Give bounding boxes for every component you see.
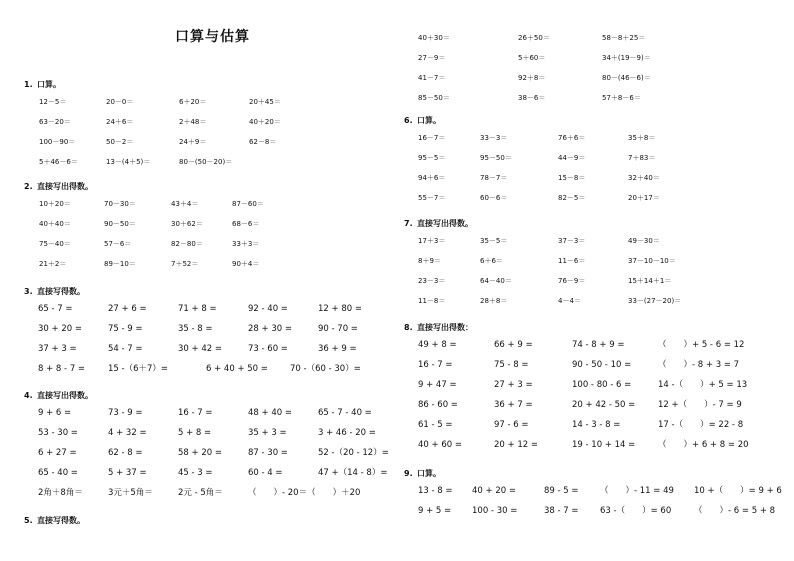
section-label: 直接写出得数。 xyxy=(37,182,93,191)
section-label: 口算。 xyxy=(37,80,61,89)
exercise-rows xyxy=(404,231,794,311)
exercise-item: 90－50＝ xyxy=(104,220,136,228)
section-number: 4. xyxy=(24,391,33,400)
exercise-row xyxy=(24,443,414,463)
exercise-item: 36 + 7 = xyxy=(494,400,533,410)
exercise-item: 11－6＝ xyxy=(558,257,586,265)
exercise-row xyxy=(404,271,794,291)
exercise-item: 35－5＝ xyxy=(480,237,508,245)
exercise-item: 37 + 3 = xyxy=(38,344,77,354)
exercise-item: 100 - 30 = xyxy=(472,506,518,516)
exercise-rows xyxy=(404,335,794,455)
exercise-item: 55－7＝ xyxy=(418,194,446,202)
exercise-item: 48 + 40 = xyxy=(248,408,292,418)
exercise-row xyxy=(404,375,794,395)
exercise-item: 2＋48＝ xyxy=(179,118,207,126)
exercise-row xyxy=(404,501,794,521)
exercise-item: 27－9＝ xyxy=(418,54,446,62)
exercise-item: 26＋50＝ xyxy=(518,34,550,42)
exercise-item: 87－60＝ xyxy=(232,200,264,208)
section-label: 直接写出得数。 xyxy=(417,219,473,228)
exercise-item: 75－40＝ xyxy=(39,240,71,248)
section-label: 直接写出得数。 xyxy=(37,391,93,400)
exercise-item: （ ）+ 6 + 8 = 20 xyxy=(658,440,749,450)
exercise-item: 35 - 8 = xyxy=(178,324,213,334)
exercise-item: 60－6＝ xyxy=(480,194,508,202)
exercise-item: 5 + 8 = xyxy=(178,428,212,438)
exercise-row xyxy=(24,463,414,483)
section-heading xyxy=(404,217,794,231)
exercise-row xyxy=(24,423,414,443)
exercise-row xyxy=(404,415,794,435)
exercise-item: 9 + 6 = xyxy=(38,408,72,418)
exercise-row xyxy=(24,299,414,319)
exercise-item: 14 -（ ）+ 5 = 13 xyxy=(658,380,748,390)
exercise-item: 92 - 40 = xyxy=(248,304,288,314)
exercise-item: 28 + 30 = xyxy=(248,324,292,334)
exercise-row xyxy=(404,128,794,148)
exercise-item: 73 - 60 = xyxy=(248,344,288,354)
section-label: 直接写出得数： xyxy=(417,323,473,332)
exercise-item: 63 -（ ）= 60 xyxy=(600,506,672,516)
exercise-item: 6＋6＝ xyxy=(480,257,503,265)
exercise-item: 33＋3＝ xyxy=(232,240,260,248)
exercise-row xyxy=(404,335,794,355)
exercise-item: 15 -（6＋7）= xyxy=(108,364,169,374)
exercise-rows xyxy=(404,28,794,108)
exercise-item: 89－10＝ xyxy=(104,260,136,268)
section-number: 7. xyxy=(404,219,413,228)
section-2 xyxy=(24,180,414,274)
exercise-item: 5＋60＝ xyxy=(518,54,546,62)
exercise-item: 82－5＝ xyxy=(558,194,586,202)
exercise-item: 78－7＝ xyxy=(480,174,508,182)
exercise-item: 65 - 40 = xyxy=(38,468,78,478)
exercise-item: 27 + 6 = xyxy=(108,304,147,314)
exercise-item: 87 - 30 = xyxy=(248,448,288,458)
exercise-item: 37－10－10＝ xyxy=(628,257,676,265)
exercise-item: 17＋3＝ xyxy=(418,237,446,245)
exercise-item: 44－9＝ xyxy=(558,154,586,162)
exercise-item: 20＋45＝ xyxy=(249,98,281,106)
exercise-item: 4 + 32 = xyxy=(108,428,147,438)
exercise-item: 43＋4＝ xyxy=(171,200,199,208)
exercise-item: 6 + 27 = xyxy=(38,448,77,458)
exercise-item: 97 - 6 = xyxy=(494,420,529,430)
exercise-item: 61 - 5 = xyxy=(418,420,453,430)
exercise-rows xyxy=(24,403,414,503)
exercise-item: 37－3＝ xyxy=(558,237,586,245)
exercise-item: 45 - 3 = xyxy=(178,468,213,478)
exercise-item: 20＋17＝ xyxy=(628,194,660,202)
exercise-item: 6 + 40 + 50 = xyxy=(206,364,268,374)
exercise-row xyxy=(24,194,414,214)
exercise-row xyxy=(404,231,794,251)
section-heading xyxy=(404,321,794,335)
exercise-item: 62 - 8 = xyxy=(108,448,143,458)
exercise-item: 4－4＝ xyxy=(558,297,581,305)
exercise-item: 41－7＝ xyxy=(418,74,446,82)
exercise-rows xyxy=(404,481,794,521)
exercise-row xyxy=(404,148,794,168)
exercise-item: 9 + 5 = xyxy=(418,506,452,516)
exercise-item: 47 +（14 - 8）= xyxy=(318,468,388,478)
section-label: 直接写得数。 xyxy=(37,287,85,296)
exercise-item: 57＋8－6＝ xyxy=(602,94,641,102)
exercise-item: 92＋8＝ xyxy=(518,74,546,82)
exercise-item: 5＋46－6＝ xyxy=(39,158,78,166)
exercise-item: 54 - 7 = xyxy=(108,344,143,354)
exercise-item: 100 - 80 - 6 = xyxy=(572,380,632,390)
exercise-item: 8 + 8 - 7 = xyxy=(38,364,86,374)
exercise-item: 57－6＝ xyxy=(104,240,132,248)
exercise-item: 40＋40＝ xyxy=(39,220,71,228)
exercise-item: （ ）- 20＝（ ）＋20 xyxy=(248,488,361,498)
exercise-item: 89 - 5 = xyxy=(544,486,579,496)
exercise-item: 33－(27－20)＝ xyxy=(628,297,682,305)
exercise-item: 7＋83＝ xyxy=(628,154,656,162)
exercise-row xyxy=(24,112,414,132)
exercise-item: 34＋(19－9)＝ xyxy=(602,54,651,62)
section-label: 口算。 xyxy=(417,116,441,125)
exercise-item: 30＋62＝ xyxy=(171,220,203,228)
exercise-row xyxy=(24,92,414,112)
exercise-item: 71 + 8 = xyxy=(178,304,217,314)
exercise-row xyxy=(24,339,414,359)
exercise-item: 95－50＝ xyxy=(480,154,512,162)
exercise-row xyxy=(24,319,414,339)
exercise-row xyxy=(24,359,414,379)
exercise-item: 23－3＝ xyxy=(418,277,446,285)
section-heading xyxy=(24,180,414,194)
exercise-item: 50－2＝ xyxy=(106,138,134,146)
exercise-row xyxy=(404,28,794,48)
exercise-item: 40＋20＝ xyxy=(249,118,281,126)
exercise-item: 53 - 30 = xyxy=(38,428,78,438)
exercise-item: 38－6＝ xyxy=(518,94,546,102)
exercise-rows xyxy=(24,194,414,274)
exercise-item: 74 - 8 + 9 = xyxy=(572,340,625,350)
exercise-item: 85－50＝ xyxy=(418,94,450,102)
exercise-item: 62－8＝ xyxy=(249,138,277,146)
section-heading xyxy=(24,78,414,92)
exercise-item: 21＋2＝ xyxy=(39,260,67,268)
section-4 xyxy=(24,389,414,503)
exercise-row xyxy=(404,355,794,375)
exercise-item: 35 + 3 = xyxy=(248,428,287,438)
exercise-rows xyxy=(404,128,794,208)
exercise-row xyxy=(404,251,794,271)
exercise-item: 80－(50－20)＝ xyxy=(179,158,233,166)
exercise-item: 10 +（ ）= 9 + 6 xyxy=(694,486,782,496)
exercise-item: 13－(4＋5)＝ xyxy=(106,158,151,166)
exercise-item: 63－20＝ xyxy=(39,118,71,126)
exercise-item: 33－3＝ xyxy=(480,134,508,142)
exercise-item: 76－9＝ xyxy=(558,277,586,285)
exercise-item: 49 + 8 = xyxy=(418,340,457,350)
exercise-item: 73 - 9 = xyxy=(108,408,143,418)
exercise-item: 13 - 8 = xyxy=(418,486,453,496)
exercise-item: 49－30＝ xyxy=(628,237,660,245)
exercise-item: 40 + 60 = xyxy=(418,440,462,450)
exercise-item: 66 + 9 = xyxy=(494,340,533,350)
exercise-item: 12－5＝ xyxy=(39,98,67,106)
exercise-item: （ ）- 11 = 49 xyxy=(600,486,674,496)
exercise-row xyxy=(24,483,414,503)
exercise-item: 12 + 80 = xyxy=(318,304,362,314)
exercise-row xyxy=(24,214,414,234)
section-label: 口算。 xyxy=(417,469,441,478)
exercise-item: 17 -（ ）= 22 - 8 xyxy=(658,420,744,430)
section-label: 直接写得数。 xyxy=(37,516,85,525)
exercise-item: 65 - 7 - 40 = xyxy=(318,408,372,418)
exercise-row xyxy=(404,48,794,68)
exercise-item: 20－0＝ xyxy=(106,98,134,106)
exercise-item: 82－80＝ xyxy=(171,240,203,248)
exercise-item: 86 - 60 = xyxy=(418,400,458,410)
exercise-item: 20 + 12 = xyxy=(494,440,538,450)
exercise-item: 32＋40＝ xyxy=(628,174,660,182)
exercise-rows xyxy=(24,299,414,379)
section-6 xyxy=(404,114,794,208)
exercise-item: 40＋30＝ xyxy=(418,34,450,42)
exercise-row xyxy=(404,435,794,455)
exercise-item: 16 - 7 = xyxy=(178,408,213,418)
section-number: 5. xyxy=(24,516,33,525)
exercise-item: 38 - 7 = xyxy=(544,506,579,516)
exercise-item: 60 - 4 = xyxy=(248,468,283,478)
exercise-item: 35＋8＝ xyxy=(628,134,656,142)
exercise-item: 90＋4＝ xyxy=(232,260,260,268)
exercise-item: 30 + 42 = xyxy=(178,344,222,354)
exercise-row xyxy=(404,168,794,188)
section-heading xyxy=(24,514,414,528)
section-number: 8. xyxy=(404,323,413,332)
section-number: 1. xyxy=(24,80,33,89)
exercise-item: 12 +（ ）- 7 = 9 xyxy=(658,400,742,410)
section-1 xyxy=(24,78,414,172)
page-title: 口算与估算 xyxy=(175,29,250,45)
exercise-item: 36 + 9 = xyxy=(318,344,357,354)
exercise-item: 2角＋8角＝ xyxy=(38,488,83,498)
exercise-item: 64－40＝ xyxy=(480,277,512,285)
exercise-item: 52 -（20 - 12）= xyxy=(318,448,389,458)
exercise-item: 75 - 9 = xyxy=(108,324,143,334)
section-heading xyxy=(404,467,794,481)
section-5 xyxy=(24,514,414,528)
section-number: 9. xyxy=(404,469,413,478)
section-number: 3. xyxy=(24,287,33,296)
exercise-row xyxy=(404,481,794,501)
exercise-item: 80－(46－6)＝ xyxy=(602,74,651,82)
exercise-item: 70 -（60 - 30）= xyxy=(290,364,361,374)
section-heading xyxy=(24,285,414,299)
section-8 xyxy=(404,321,794,455)
exercise-item: 28＋8＝ xyxy=(480,297,508,305)
exercise-item: 27 + 3 = xyxy=(494,380,533,390)
exercise-item: （ ）- 6 = 5 + 8 xyxy=(694,506,776,516)
exercise-item: 70－30＝ xyxy=(104,200,136,208)
exercise-row xyxy=(404,68,794,88)
exercise-item: 90 - 70 = xyxy=(318,324,358,334)
exercise-item: 95－5＝ xyxy=(418,154,446,162)
exercise-item: 68－6＝ xyxy=(232,220,260,228)
exercise-item: 24＋9＝ xyxy=(179,138,207,146)
exercise-item: 9 + 47 = xyxy=(418,380,457,390)
exercise-item: 5 + 37 = xyxy=(108,468,147,478)
exercise-row xyxy=(404,291,794,311)
exercise-row xyxy=(24,403,414,423)
section-heading xyxy=(24,389,414,403)
exercise-item: 65 - 7 = xyxy=(38,304,73,314)
exercise-item: 100－90＝ xyxy=(39,138,76,146)
exercise-row xyxy=(404,188,794,208)
exercise-row xyxy=(24,254,414,274)
section-7 xyxy=(404,217,794,311)
exercise-item: 15＋14＋1＝ xyxy=(628,277,672,285)
exercise-item: 11－8＝ xyxy=(418,297,446,305)
exercise-item: 58－8＋25＝ xyxy=(602,34,646,42)
exercise-item: 90 - 50 - 10 = xyxy=(572,360,632,370)
exercise-item: 10＋20＝ xyxy=(39,200,71,208)
section-3 xyxy=(24,285,414,379)
exercise-item: 16 - 7 = xyxy=(418,360,453,370)
exercise-item: 6＋20＝ xyxy=(179,98,207,106)
exercise-row xyxy=(24,152,414,172)
section-5-continued xyxy=(404,28,794,108)
exercise-item: 75 - 8 = xyxy=(494,360,529,370)
exercise-row xyxy=(404,88,794,108)
exercise-item: 8＋9＝ xyxy=(418,257,441,265)
exercise-item: （ ）+ 5 - 6 = 12 xyxy=(658,340,745,350)
exercise-item: 30 + 20 = xyxy=(38,324,82,334)
exercise-item: 58 + 20 = xyxy=(178,448,222,458)
exercise-item: （ ）- 8 + 3 = 7 xyxy=(658,360,740,370)
section-heading xyxy=(404,114,794,128)
exercise-item: 40 + 20 = xyxy=(472,486,516,496)
exercise-row xyxy=(24,132,414,152)
exercise-item: 19 - 10 + 14 = xyxy=(572,440,636,450)
exercise-row xyxy=(404,395,794,415)
exercise-item: 15－8＝ xyxy=(558,174,586,182)
section-9 xyxy=(404,467,794,521)
exercise-item: 14 - 3 - 8 = xyxy=(572,420,621,430)
exercise-item: 24＋6＝ xyxy=(106,118,134,126)
exercise-rows xyxy=(24,92,414,172)
exercise-item: 3元＋5角＝ xyxy=(108,488,153,498)
exercise-item: 20 + 42 - 50 = xyxy=(572,400,636,410)
exercise-item: 94＋6＝ xyxy=(418,174,446,182)
exercise-item: 2元 - 5角＝ xyxy=(178,488,223,498)
section-number: 2. xyxy=(24,182,33,191)
exercise-item: 16－7＝ xyxy=(418,134,446,142)
exercise-row xyxy=(24,234,414,254)
exercise-item: 3 + 46 - 20 = xyxy=(318,428,376,438)
section-number: 6. xyxy=(404,116,413,125)
exercise-item: 7＋52＝ xyxy=(171,260,199,268)
exercise-item: 76＋6＝ xyxy=(558,134,586,142)
